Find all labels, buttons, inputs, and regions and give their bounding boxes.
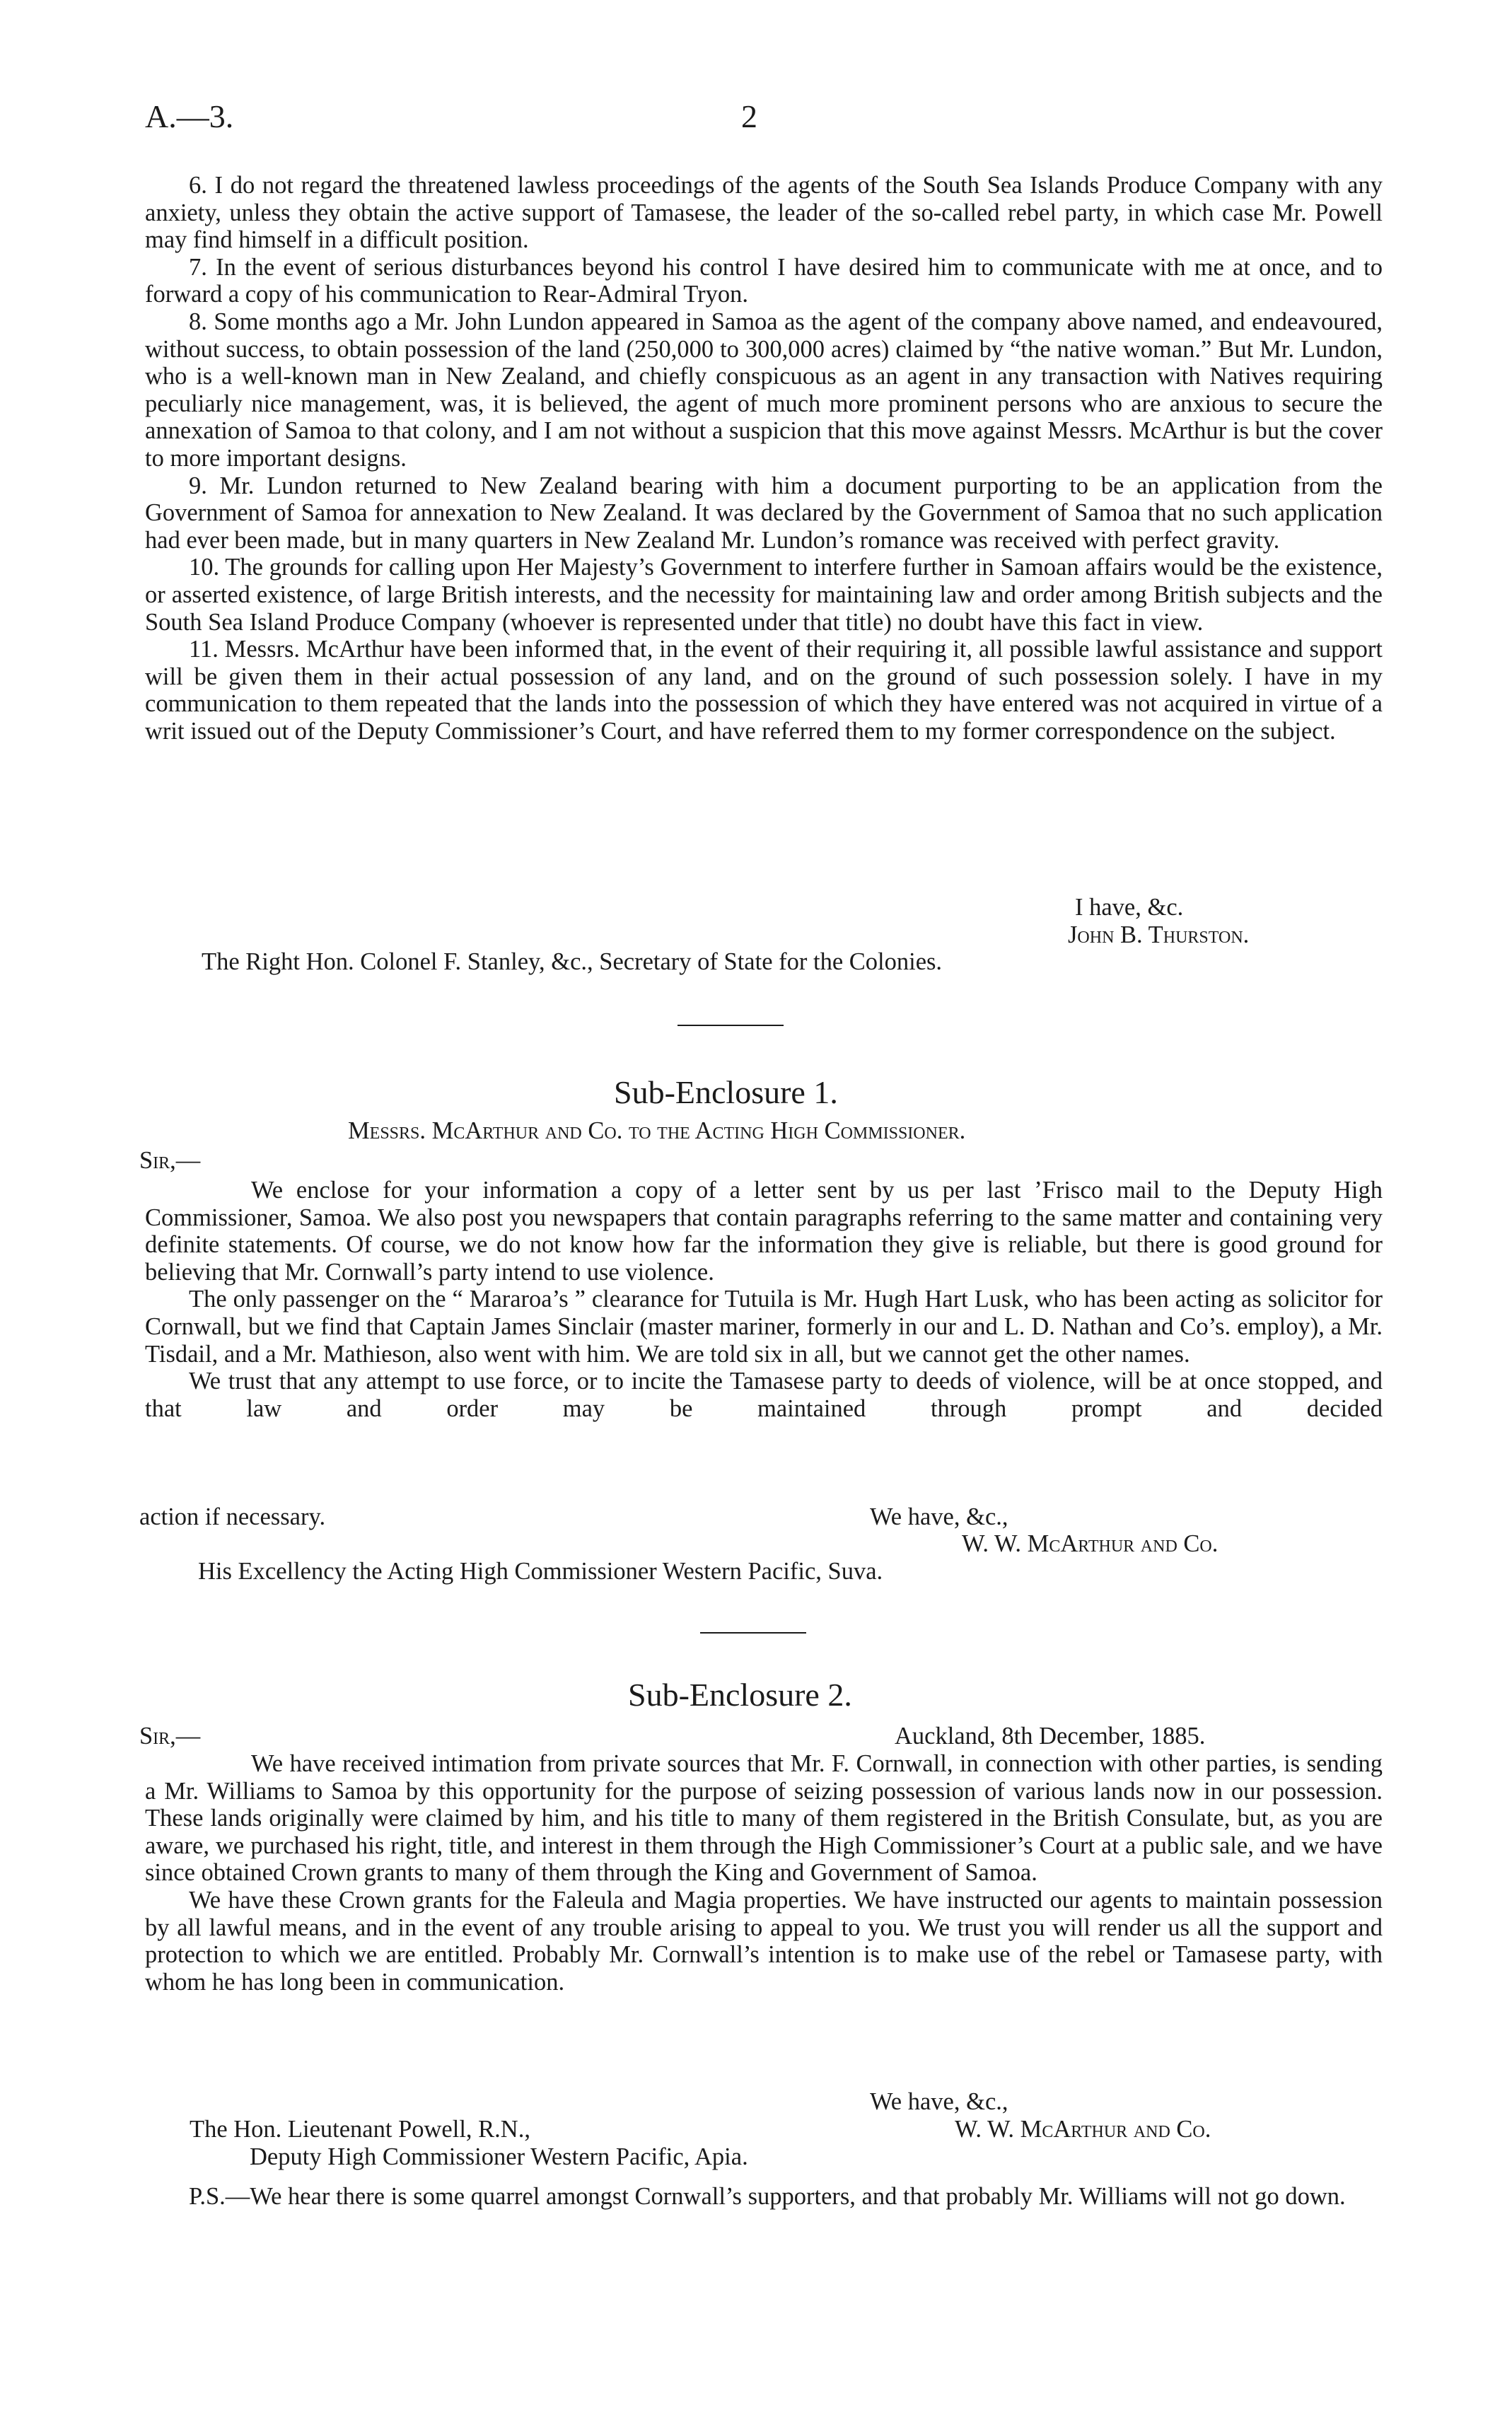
sub-enclosure-1-body	[145, 1177, 1383, 1422]
sub1-paragraph-1: We enclose for your information a copy of a letter sent by us per last ’Frisco mail to the Deputy High Commissioner, Samoa. We also post you newspapers that contain paragraphs referring to the same matter and containing very definite statements. Of course, we do not know how far the information they give is reliable, but there is good ground for believing that Mr. Cornwall’s party intend to use violence.	[145, 1177, 1383, 1286]
sub-enclosure-2-title: Sub-Enclosure 2.	[628, 1677, 852, 1713]
sub-enclosure-1-title: Sub-Enclosure 1.	[614, 1074, 838, 1110]
sub1-last-line: action if necessary.	[139, 1503, 326, 1530]
document-reference: A.—3.	[145, 98, 234, 134]
sub2-closing: We have, &c.,	[870, 2088, 1008, 2115]
paragraph-6: 6. I do not regard the threatened lawless proceedings of the agents of the South Sea Islands Produce Company with any anxiety, unless they obtain the active support of Tamasese, the leader of the so-called rebel party, in which case Mr. Powell may find himself in a difficult position.	[145, 172, 1383, 254]
sub2-signature: W. W. McArthur and Co.	[955, 2116, 1211, 2143]
sub1-closing: We have, &c.,	[870, 1503, 1008, 1530]
main-letter-body	[145, 172, 1383, 745]
sub2-postscript: P.S.—We hear there is some quarrel amongst Cornwall’s supporters, and that probably Mr. Williams will not go down.	[189, 2183, 1346, 2210]
sub1-signature: W. W. McArthur and Co.	[962, 1530, 1219, 1557]
sub1-paragraph-2: The only passenger on the “ Mararoa’s ” clearance for Tutuila is Mr. Hugh Hart Lusk, who has been acting as solicitor for Cornwall, but we find that Captain James Sinclair (master mariner, formerly in our and L. D. Nathan and Co’s. employ), a Mr. Tisdail, and a Mr. Mathieson, also went with him. We are told six in all, but we cannot get the other names.	[145, 1286, 1383, 1368]
paragraph-10: 10. The grounds for calling upon Her Majesty’s Government to interfere further in Samoan affairs would be the existence, or asserted existence, of large British interests, and the necessity for maintaining law and order among British subjects and the South Sea Island Produce Company (whoever is represented under that title) no doubt have this fact in view.	[145, 554, 1383, 636]
sub1-paragraph-3: We trust that any attempt to use force, or to incite the Tamasese party to deeds of violence, will be at once stopped, and that law and order may be maintained through prompt and decided	[145, 1368, 1383, 1422]
page-number: 2	[741, 98, 757, 134]
sub2-addressee-line1: The Hon. Lieutenant Powell, R.N.,	[190, 2116, 530, 2143]
main-signature: John B. Thurston.	[1068, 921, 1250, 948]
paragraph-9: 9. Mr. Lundon returned to New Zealand bearing with him a document purporting to be an application from the Government of Samoa for annexation to New Zealand. It was declared by the Government of Samoa that no such application had ever been made, but in many quarters in New Zealand Mr. Lundon’s romance was received with perfect gravity.	[145, 472, 1383, 554]
sub2-addressee-line2: Deputy High Commissioner Western Pacific, Apia.	[250, 2143, 748, 2170]
section-divider-2	[700, 1632, 806, 1634]
sub-enclosure-1-subtitle: Messrs. McArthur and Co. to the Acting High Commissioner.	[348, 1117, 966, 1144]
main-addressee: The Right Hon. Colonel F. Stanley, &c., Secretary of State for the Colonies.	[202, 948, 943, 975]
sub2-paragraph-1: We have received intimation from private sources that Mr. F. Cornwall, in connection with other parties, is sending a Mr. Williams to Samoa by this opportunity for the purpose of seizing possession of various lands now in our possession. These lands originally were claimed by him, and his title to many of them registered in the British Consulate, but, as you are aware, we purchased his right, title, and interest in them through the High Commissioner’s Court at a public sale, and we have since obtained Crown grants to many of them through the King and Government of Samoa.	[145, 1750, 1383, 1887]
sub1-addressee: His Excellency the Acting High Commissioner Western Pacific, Suva.	[198, 1558, 883, 1585]
sub2-paragraph-2: We have these Crown grants for the Faleula and Magia properties. We have instructed our agents to maintain possession by all lawful means, and in the event of any trouble arising to appeal to you. We trust you will render us all the support and protection to which we are entitled. Probably Mr. Cornwall’s intention is to make use of the rebel or Tamasese party, with whom he has long been in communication.	[145, 1886, 1383, 1996]
main-closing: I have, &c.	[1075, 894, 1184, 921]
sub-enclosure-2-body	[145, 1750, 1383, 1996]
paragraph-7: 7. In the event of serious disturbances beyond his control I have desired him to communicate with me at once, and to forward a copy of his communication to Rear-Admiral Tryon.	[145, 253, 1383, 308]
sub-enclosure-2-salutation: Sir,—	[139, 1723, 201, 1749]
paragraph-8: 8. Some months ago a Mr. John Lundon appeared in Samoa as the agent of the company above named, and endeavoured, without success, to obtain possession of the land (250,000 to 300,000 acres) claimed by “the native woman.” But Mr. Lundon, who is a well-known man in New Zealand, and chiefly conspicuous as an agent in any transaction with Natives requiring peculiarly nice management, was, it is believed, the agent of much more prominent persons who are anxious to secure the annexation of Samoa to that colony, and I am not without a suspicion that this move against Messrs. McArthur is but the cover to more important designs.	[145, 308, 1383, 472]
sub-enclosure-2-date: Auckland, 8th December, 1885.	[895, 1723, 1206, 1749]
sub2-postscript-block	[145, 2183, 1383, 2211]
section-divider	[678, 1025, 784, 1026]
paragraph-11: 11. Messrs. McArthur have been informed that, in the event of their requiring it, all possible lawful assistance and support will be given them in their actual possession of any land, and on the ground of such possession solely. I have in my communication to them repeated that the lands into the possession of which they have entered was not acquired in virtue of a writ issued out of the Deputy Commissioner’s Court, and have referred them to my former correspondence on the subject.	[145, 636, 1383, 745]
sub-enclosure-1-salutation: Sir,—	[139, 1147, 201, 1174]
